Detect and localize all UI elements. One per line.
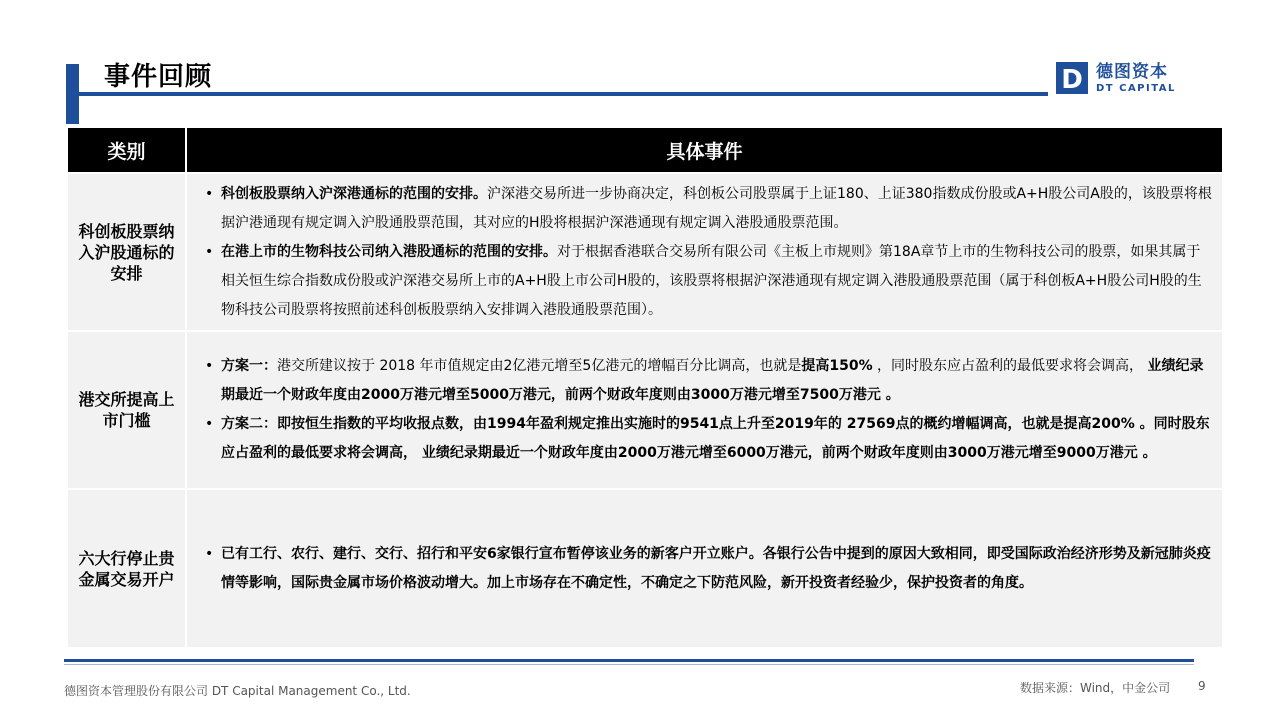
title-underline xyxy=(78,92,1048,96)
bullet-text: 港交所建议按于 2018 年市值规定由2亿港元增至5亿港元的增幅百分比调高，也就是 xyxy=(277,358,802,374)
list-item xyxy=(199,410,1212,468)
footer-divider xyxy=(64,659,1194,662)
bullet-bold-text: 科创板股票纳入沪深港通标的范围的安排。 xyxy=(221,185,487,202)
bullet-bold-text: 提高150% xyxy=(801,358,873,374)
svg-text:D: D xyxy=(1061,65,1083,94)
bullet-icon: • xyxy=(205,545,214,562)
list-item xyxy=(199,352,1212,410)
row-category: 科创板股票纳入沪股通标的安排 xyxy=(68,173,186,331)
header-category: 类别 xyxy=(68,128,186,173)
table-row xyxy=(68,331,1222,489)
row-content xyxy=(186,173,1222,331)
bullet-text: ，同时股东应占盈利的最低要求将会调高， xyxy=(872,358,1148,374)
table-row xyxy=(68,173,1222,331)
row-content xyxy=(186,489,1222,647)
bullet-bold-text: 方案一： xyxy=(221,358,277,374)
list-item xyxy=(199,540,1212,598)
row-category: 六大行停止贵金属交易开户 xyxy=(68,489,186,647)
company-logo xyxy=(1056,62,1196,96)
footer-data-source: 数据来源：Wind，中金公司 xyxy=(1020,681,1171,695)
page-number: 9 xyxy=(1198,679,1206,693)
footer-divider-thin xyxy=(64,664,1194,665)
logo-name: 德图资本 xyxy=(1096,62,1168,82)
bullet-icon: • xyxy=(205,416,214,432)
list-item xyxy=(199,238,1212,325)
logo-english-name: DT CAPITAL xyxy=(1096,83,1176,94)
bullet-bold-text: 业绩纪录期最近一个财政年度由2000万港元增至5000万港元，前两个财政年度则由3000万港元增至7500万港元 。 xyxy=(221,358,1204,403)
row-content xyxy=(186,331,1222,489)
bullet-text: 沪深港交易所进一步协商决定，科创板公司股票属于上证180、上证380指数成份股或A+H股公司A股的，该股票将根据沪港通现有规定调入沪股通股票范围，其对应的H股将根据沪深港通现有规定调入港股通股票范围。 xyxy=(221,185,1212,231)
bullet-icon: • xyxy=(205,243,214,260)
events-table xyxy=(68,128,1222,647)
header-events: 具体事件 xyxy=(186,128,1222,173)
table-row xyxy=(68,489,1222,647)
list-item xyxy=(199,180,1212,238)
bullet-icon: • xyxy=(205,358,214,374)
row-category: 港交所提高上市门槛 xyxy=(68,331,186,489)
bullet-icon: • xyxy=(205,185,214,202)
logo-mark-icon xyxy=(1056,62,1088,94)
bullet-bold-text: 已有工行、农行、建行、交行、招行和平安6家银行宣布暂停该业务的新客户开立账户。各银行公告中提到的原因大致相同，即受国际政治经济形势及新冠肺炎疫情等影响，国际贵金属市场价格波动增大。加上市场存在不确定性，不确定之下防范风险，新开投资者经验少，保护投资者的角度。 xyxy=(221,545,1211,591)
bullet-bold-text: 在港上市的生物科技公司纳入港股通标的范围的安排。 xyxy=(221,243,557,260)
footer-company: 德图资本管理股份有限公司 DT Capital Management Co., Ltd. xyxy=(64,684,411,698)
bullet-bold-text: 方案二：即按恒生指数的平均收报点数，由1994年盈利规定推出实施时的9541点上升至2019年的 27569点的概约增幅调高，也就是提高200% 。同时股东应占盈利的最低要求将会调高， 业绩纪录期最近一个财政年度由2000万港元增至6000万港元，前两个财政年度则由3000万港元增至9000万港元 。 xyxy=(221,416,1210,461)
bullet-text: 对于根据香港联合交易所有限公司《主板上市规则》第18A章节上市的生物科技公司的股票，如果其属于相关恒生综合指数成份股或沪深港交易所上市的A+H股上市公司H股的，该股票将根据沪深港通现有规定调入港股通股票范围（属于科创板A+H股公司H股的生物科技公司股票将按照前述科创板股票纳入安排调入港股通股票范围）。 xyxy=(221,243,1202,318)
page-title: 事件回顾 xyxy=(104,62,213,92)
